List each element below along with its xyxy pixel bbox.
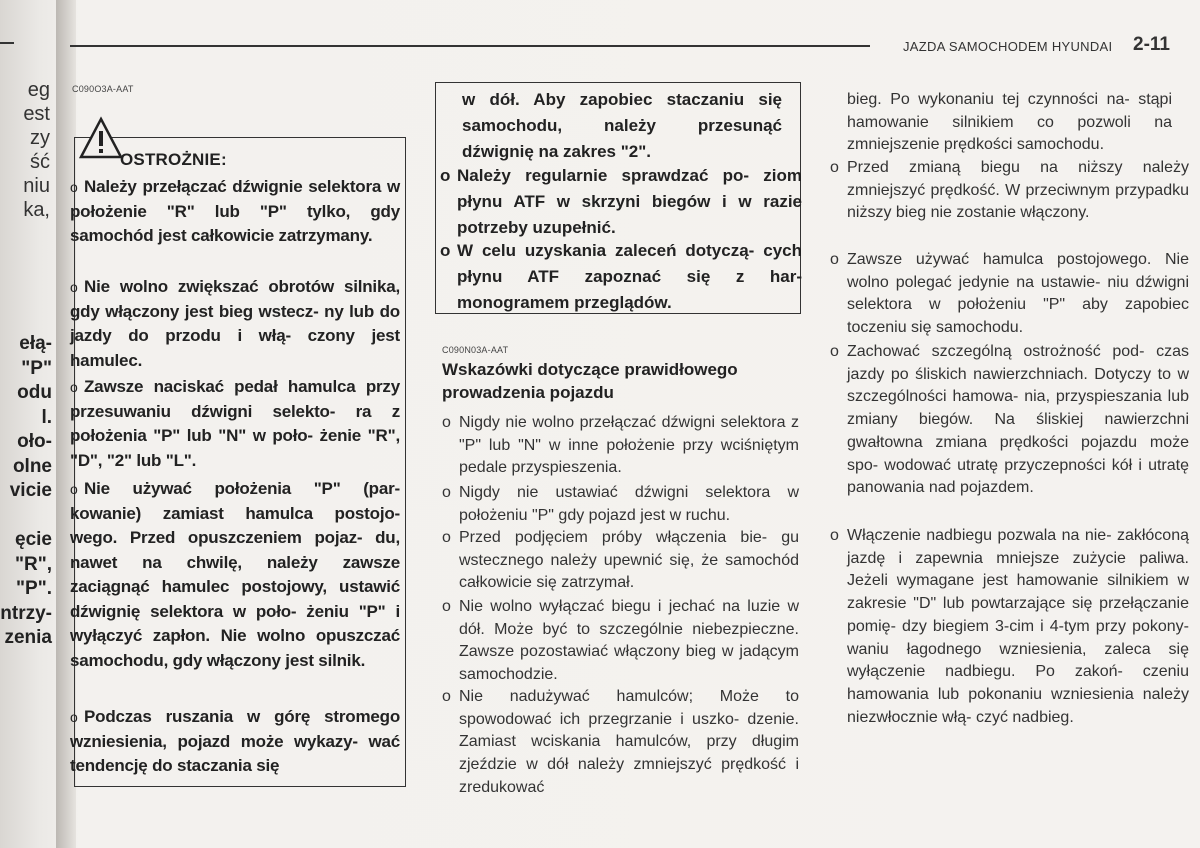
header-title: JAZDA SAMOCHODEM HYUNDAI: [903, 39, 1113, 54]
list-item: o Włączenie nadbiegu pozwala na nie- zakłóconą jazdę i zapewnia mniejsze zużycie paliwa. Jeżeli wymagane jest hamowanie silnikiem w zakresie "D" lub powtarzające się przełączanie pomię- dzy biegiem 3-cim i 4-tym przy pokony- waniu łagodnego wzniesienia, zaleca się wyłączenie nadbiegu. Po zakoń- czeniu hamowania lub pokonaniu wzniesienia należy niezwłocznie włą- czyć nadbieg.: [830, 527, 1189, 726]
bleed-line: olne: [12, 455, 52, 477]
bullet: o: [830, 159, 839, 176]
list-item: o Nigdy nie ustawiać dźwigni selektora w położeniu "P" gdy pojazd jest w ruchu.: [442, 484, 799, 524]
bleed-line: ęcie: [15, 529, 52, 550]
list-item: o Nigdy nie wolno przełączać dźwigni selektora z "P" lub "N" w inne położenie przy wciśniętym pedale przyspieszenia.: [442, 414, 799, 477]
warning-item: o Należy przełączać dźwignie selektora w położenie "R" lub "P" tylko, gdy samochód jest całkowicie zatrzymany.: [70, 177, 400, 245]
bullet: o: [440, 166, 451, 185]
warning-item: o Należy regularnie sprawdzać po- ziom płynu ATF w skrzyni biegów i w razie potrzeby uzupełnić.: [440, 163, 802, 241]
bleed-line: ka,: [23, 199, 50, 221]
bullet: o: [440, 241, 451, 260]
bullet: o: [70, 709, 78, 725]
bullet: o: [70, 481, 78, 497]
bleed-line: odu: [17, 382, 52, 403]
warning-item: o Podczas ruszania w górę stromego wzniesienia, pojazd może wykazy- wać tendencję do staczania się: [70, 707, 400, 775]
bleed-line: niu: [23, 175, 50, 197]
bleed-line: est: [23, 103, 50, 125]
bullet: o: [442, 598, 451, 615]
bullet: o: [442, 484, 451, 501]
bullet: o: [830, 343, 839, 360]
warning-item: o W celu uzyskania zaleceń dotyczą- cych płynu ATF zapoznać się z har- monogramem przeglądów.: [440, 238, 802, 316]
bullet: o: [70, 379, 78, 395]
bullet: o: [442, 414, 451, 431]
list-item: o Nie nadużywać hamulców; Może to spowodować ich przegrzanie i uszko- dzenie. Zamiast wciskania hamulców, przy długim zjeździe w dół należy zmniejszyć prędkość i zredukować: [442, 688, 799, 796]
continued-text: bieg. Po wykonaniu tej czynności na- stąpi hamowanie silnikiem co pozwoli na zmniejszenie prędkości samochodu.: [847, 91, 1172, 154]
bleed-line: eg: [27, 79, 50, 101]
warning-item: o Nie wolno zwiększać obrotów silnika, gdy włączony jest bieg wstecz- ny lub do jazdy do przodu i włą- czony jest hamulec.: [70, 277, 400, 370]
bleed-line: [0, 504, 52, 529]
bullet: o: [70, 179, 78, 195]
warning-title: OSTROŻNIE:: [120, 150, 227, 169]
bullet: o: [830, 251, 839, 268]
bleed-line: "P": [21, 357, 52, 379]
bullet: o: [442, 529, 451, 546]
bullet: o: [830, 527, 839, 544]
bleed-line: "R",: [14, 553, 52, 575]
list-item: o Zawsze używać hamulca postojowego. Nie wolno polegać jedynie na ustawie- niu dźwigni selektora w położeniu "P" aby zapobiec toczeniu się samochodu.: [830, 251, 1189, 337]
bleed-dash: [0, 42, 14, 44]
header-rule: [70, 45, 870, 47]
section-heading: Wskazówki dotyczące prawidłowego prowadzenia pojazdu: [442, 360, 738, 402]
previous-page-bleed-bold: [0, 332, 56, 651]
bullet: o: [442, 688, 451, 705]
list-item: o Zachować szczególną ostrożność pod- czas jazdy po śliskich nawierzchniach. Dotyczy to w szczególności hamowa- nia, przyspieszania lub zmiany biegów. Na śliskiej nawierzchni gwałtowna zmiana prędkości pojazdu może spo- wodować utratę przyczepności kół i utratę panowania nad pojazdem.: [830, 343, 1189, 497]
bleed-line: "P".: [16, 578, 52, 599]
bullet: o: [70, 279, 78, 295]
bleed-line: ntrzy-: [0, 602, 52, 624]
page-number: 2-11: [1133, 34, 1170, 55]
list-item: o Nie wolno wyłączać biegu i jechać na luzie w dół. Może być to szczególnie niebezpieczne. Zawsze pozostawiać włączony bieg w jadącym samochodzie.: [442, 598, 799, 684]
bleed-line: zenia: [4, 627, 52, 648]
warning-item: o Nie używać położenia "P" (par- kowanie) zamiast hamulca postojo- wego. Przed opuszczeniem pojaz- du, nawet na chwilę, należy zawsze zaciągnąć hamulec postojowy, ustawić dźwignię selektora w poło- żeniu "P" i wyłączyć zapłon. Nie wolno opuszczać samochodu, gdy włączony jest silnik.: [70, 479, 400, 670]
bleed-line: ełą-: [19, 333, 52, 354]
bleed-line: ść: [30, 151, 50, 173]
bleed-line: oło-: [17, 431, 52, 452]
bleed-line: l.: [41, 406, 52, 428]
bleed-line: vicie: [9, 480, 52, 501]
warning-item: o Zawsze naciskać pedał hamulca przy przesuwaniu dźwigni selekto- ra z położenia "P" lub "N" w poło- żenie "R", "D", "2" lub "L".: [70, 377, 400, 470]
warning-continued-text: w dół. Aby zapobiec staczaniu się samochodu, należy przesunąć dźwignię na zakres "2".: [462, 90, 782, 161]
section-code: C090N03A-AAT: [442, 345, 509, 355]
bleed-line: zy: [30, 127, 50, 149]
list-item: o Przed zmianą biegu na niższy należy zmniejszyć prędkość. W przeciwnym przypadku niższy bieg nie zostanie włączony.: [830, 159, 1189, 222]
list-item: o Przed podjęciem próby włączenia bie- gu wstecznego należy upewnić się, że samochód całkowicie się zatrzymał.: [442, 529, 799, 592]
section-code: C090O3A-AAT: [72, 84, 134, 94]
warning-triangle-icon: [78, 116, 124, 160]
